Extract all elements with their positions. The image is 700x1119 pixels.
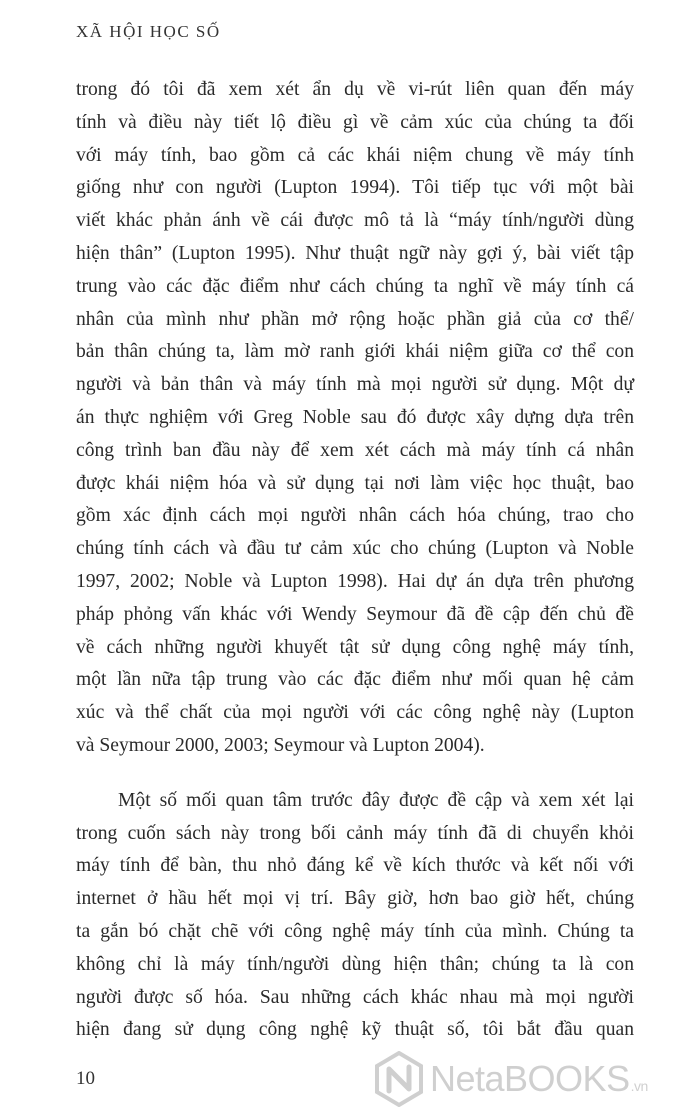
paragraph [76, 74, 634, 763]
running-header: XÃ HỘI HỌC SỐ [76, 22, 221, 41]
netabooks-logo-icon [374, 1051, 424, 1107]
text-line: với máy tính, bao gồm cả các khái niệm chung về máy tính [76, 144, 634, 166]
text-line: 1997, 2002; Noble và Lupton 1998). Hai dự án dựa trên phương [76, 570, 634, 592]
text-line: trung vào các đặc điểm như cách chúng ta nghĩ về máy tính cá [76, 275, 634, 297]
body-text [76, 74, 634, 1047]
text-line: và Seymour 2000, 2003; Seymour và Lupton 2004). [76, 734, 485, 756]
text-line: án thực nghiệm với Greg Noble sau đó được xây dựng dựa trên [76, 406, 634, 428]
text-line: không chỉ là máy tính/người dùng hiện thân; chúng ta là con [76, 953, 634, 975]
text-line: trong đó tôi đã xem xét ẩn dụ về vi-rút liên quan đến máy [76, 79, 634, 100]
text-line: gồm xác định cách mọi người nhân cách hóa chúng, trao cho [76, 505, 634, 527]
text-line: được khái niệm hóa và sử dụng tại nơi làm việc học thuật, bao [76, 472, 634, 494]
text-line: công trình ban đầu này để xem xét cách mà máy tính cá nhân [76, 439, 634, 461]
text-line: người và bản thân và máy tính mà mọi người sử dụng. Một dự [76, 374, 634, 396]
text-line: một lần nữa tập trung vào các đặc điểm như mối quan hệ cảm [76, 669, 634, 691]
page-number: 10 [76, 1068, 95, 1089]
text-line: trong cuốn sách này trong bối cảnh máy tính đã di chuyển khỏi [76, 822, 634, 844]
watermark-suffix: .vn [630, 1078, 648, 1094]
text-line: về cách những người khuyết tật sử dụng công nghệ máy tính, [76, 636, 634, 658]
text-line: ta gắn bó chặt chẽ với công nghệ máy tính của mình. Chúng ta [76, 920, 634, 942]
text-line: tính và điều này tiết lộ điều gì về cảm xúc của chúng ta đối [76, 111, 634, 133]
text-line: internet ở hầu hết mọi vị trí. Bây giờ, hơn bao giờ hết, chúng [76, 888, 634, 910]
text-line: máy tính để bàn, thu nhỏ đáng kể về kích thước và kết nối với [76, 855, 634, 877]
text-line: pháp phỏng vấn khác với Wendy Seymour đã đề cập đến chủ đề [76, 603, 634, 625]
text-line: viết khác phản ánh về cái được mô tả là “máy tính/người dùng [76, 210, 634, 232]
paragraph-gap [76, 763, 634, 785]
text-line: hiện thân” (Lupton 1995). Như thuật ngữ này gợi ý, bài viết tập [76, 242, 634, 264]
watermark [374, 1050, 648, 1108]
paragraph [76, 785, 634, 1047]
watermark-brand: NetaBOOKS [430, 1058, 630, 1099]
text-line: hiện đang sử dụng công nghệ kỹ thuật số, tôi bắt đầu quan [76, 1019, 634, 1041]
text-line: nhân của mình như phần mở rộng hoặc phần giả của cơ thể/ [76, 308, 634, 330]
text-line: giống như con người (Lupton 1994). Tôi tiếp tục với một bài [76, 177, 634, 199]
text-line: Một số mối quan tâm trước đây được đề cập và xem xét lại [118, 789, 634, 811]
text-line: xúc và thể chất của mọi người với các công nghệ này (Lupton [76, 702, 634, 724]
watermark-text [430, 1058, 648, 1100]
text-line: bản thân chúng ta, làm mờ ranh giới khái niệm giữa cơ thể con [76, 341, 634, 363]
text-line: người được số hóa. Sau những cách khác nhau mà mọi người [76, 986, 634, 1008]
text-line: chúng tính cách và đầu tư cảm xúc cho chúng (Lupton và Noble [76, 538, 634, 560]
